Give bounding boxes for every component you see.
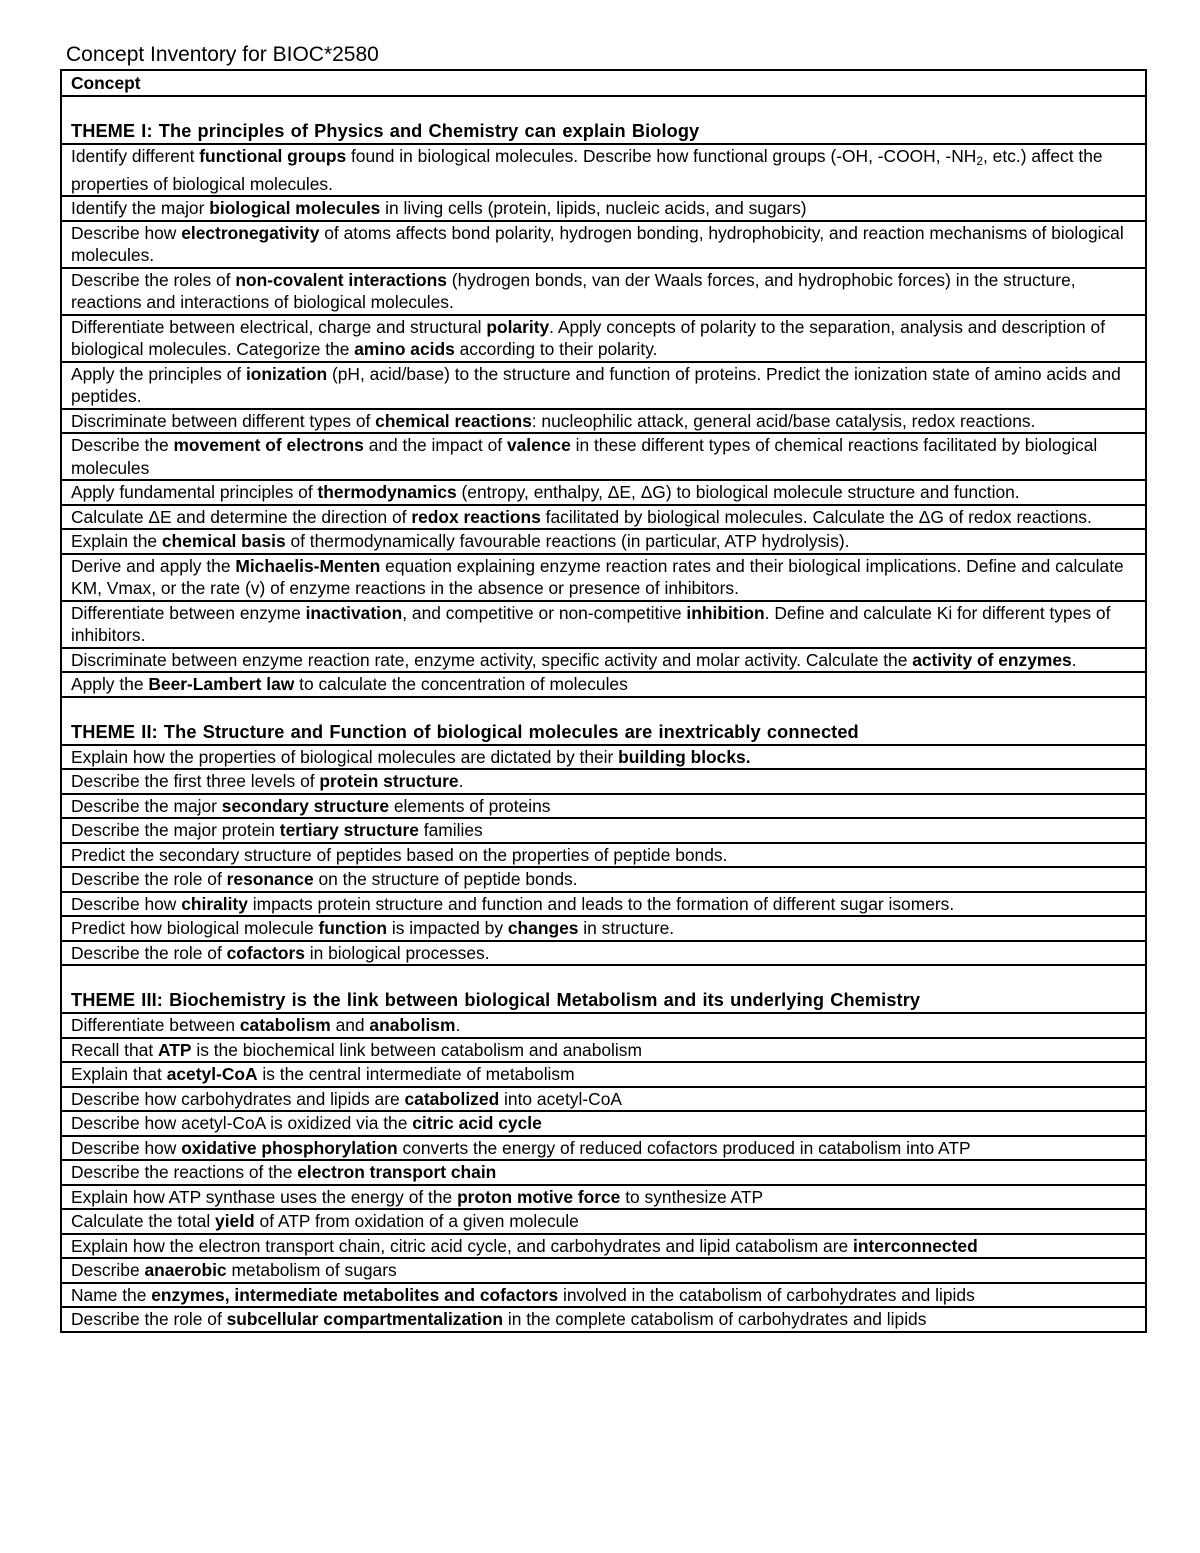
- key-term: proton motive force: [457, 1186, 621, 1207]
- key-term: catabolized: [404, 1088, 500, 1109]
- concept-row: [61, 769, 1146, 794]
- concept-row: [61, 1160, 1146, 1185]
- concept-table: [60, 69, 1147, 1333]
- concept-row: [61, 409, 1146, 434]
- concept-text: Describe the role of: [71, 1309, 227, 1329]
- key-term: redox reactions: [411, 506, 541, 527]
- concept-text: of atoms affects bond polarity, hydrogen bonding, hydrophobicity, and reaction mechanisms of biological molecules.: [71, 222, 1124, 265]
- concept-cell: [61, 1160, 1146, 1185]
- key-term: electron transport chain: [297, 1162, 497, 1182]
- key-term: ATP: [158, 1039, 192, 1060]
- concept-row: [61, 601, 1146, 648]
- concept-text: : nucleophilic attack, general acid/base catalysis, redox reactions.: [531, 410, 1036, 431]
- key-term: enzymes, intermediate metabolites and cofactors: [151, 1284, 559, 1305]
- key-term: amino acids: [354, 339, 455, 359]
- concept-cell: [61, 818, 1146, 843]
- concept-text: Differentiate between: [71, 1015, 240, 1035]
- theme-row: [61, 96, 1146, 144]
- concept-cell: [61, 941, 1146, 966]
- concept-cell: [61, 601, 1146, 648]
- key-term: subcellular compartmentalization: [226, 1309, 504, 1329]
- key-term: citric acid cycle: [412, 1113, 542, 1133]
- concept-text: Identify different: [71, 146, 200, 166]
- concept-text: Explain how ATP synthase uses the energy of the: [71, 1186, 458, 1207]
- concept-text: on the structure of peptide bonds.: [313, 869, 578, 889]
- concept-cell: [61, 648, 1146, 673]
- concept-cell: [61, 480, 1146, 505]
- concept-text: Explain how the electron transport chain, citric acid cycle, and carbohydrates and lipid catabolism are: [71, 1235, 854, 1256]
- concept-text: in structure.: [578, 918, 675, 938]
- concept-row: [61, 1136, 1146, 1161]
- key-term: functional groups: [199, 146, 347, 166]
- table-header-row: [61, 70, 1146, 96]
- concept-text: . Apply concepts of polarity to the separation, analysis and description of biological molecules. Categorize the: [71, 316, 1106, 359]
- concept-cell: [61, 745, 1146, 770]
- concept-text: Derive and apply the: [71, 555, 236, 576]
- concept-cell: [61, 1307, 1146, 1332]
- concept-cell: [61, 916, 1146, 941]
- key-term: interconnected: [853, 1235, 978, 1256]
- concept-row: [61, 648, 1146, 673]
- concept-text: Describe the roles of: [71, 269, 236, 290]
- key-term: anabolism: [369, 1015, 456, 1035]
- key-term: chemical reactions: [375, 410, 532, 431]
- theme-row: [61, 697, 1146, 745]
- key-term: ionization: [245, 363, 328, 384]
- concept-text: , and competitive or non-competitive: [402, 602, 687, 623]
- concept-text: Describe the role of: [71, 942, 227, 963]
- key-term: polarity: [486, 316, 550, 337]
- key-term: changes: [507, 918, 579, 938]
- concept-row: [61, 480, 1146, 505]
- concept-text: impacts protein structure and function and leads to the formation of different sugar isomers.: [247, 893, 955, 914]
- concept-cell: [61, 794, 1146, 819]
- concept-row: [61, 362, 1146, 409]
- concept-text: .: [1071, 649, 1077, 670]
- concept-row: [61, 892, 1146, 917]
- concept-cell: [61, 1062, 1146, 1087]
- concept-text: to synthesize ATP: [620, 1186, 764, 1207]
- key-term: protein structure: [319, 771, 459, 791]
- concept-text: metabolism of sugars: [226, 1260, 397, 1280]
- concept-row: [61, 745, 1146, 770]
- concept-cell: [61, 196, 1146, 221]
- concept-cell: [61, 1038, 1146, 1063]
- concept-row: [61, 505, 1146, 530]
- concept-table-body: [61, 70, 1146, 1332]
- concept-text: in living cells (protein, lipids, nucleic acids, and sugars): [380, 198, 807, 218]
- concept-text: .: [458, 771, 464, 791]
- key-term: non-covalent interactions: [235, 269, 447, 290]
- concept-text: involved in the catabolism of carbohydrates and lipids: [558, 1284, 975, 1305]
- concept-text: Predict the secondary structure of peptides based on the properties of peptide bonds.: [71, 844, 728, 865]
- concept-text: Calculate the total: [71, 1211, 216, 1231]
- concept-row: [61, 1111, 1146, 1136]
- concept-row: [61, 1038, 1146, 1063]
- concept-cell: [61, 221, 1146, 268]
- concept-row: [61, 941, 1146, 966]
- theme-heading-text: THEME II: The Structure and Function of biological molecules are inextricably connected: [71, 721, 859, 742]
- concept-row: [61, 315, 1146, 362]
- concept-cell: [61, 892, 1146, 917]
- concept-cell: [61, 554, 1146, 601]
- concept-text: Describe the major protein: [71, 820, 280, 840]
- concept-text: Describe how acetyl-CoA is oxidized via the: [71, 1113, 413, 1133]
- key-term: oxidative phosphorylation: [181, 1137, 398, 1158]
- key-term: activity of enzymes: [912, 649, 1072, 670]
- concept-row: [61, 268, 1146, 315]
- concept-text: Describe: [71, 1260, 145, 1280]
- concept-text: Describe the role of: [71, 869, 227, 889]
- concept-cell: [61, 433, 1146, 480]
- key-term: building blocks.: [618, 746, 751, 767]
- concept-row: [61, 1307, 1146, 1332]
- concept-text: Describe the major: [71, 795, 222, 816]
- concept-row: [61, 433, 1146, 480]
- concept-row: [61, 867, 1146, 892]
- concept-text: in the complete catabolism of carbohydrates and lipids: [503, 1309, 927, 1329]
- concept-row: [61, 672, 1146, 697]
- concept-cell: [61, 529, 1146, 554]
- concept-row: [61, 1013, 1146, 1038]
- concept-text: in these different types of chemical reactions facilitated by biological molecules: [71, 435, 1098, 478]
- concept-cell: [61, 1013, 1146, 1038]
- concept-cell: [61, 1258, 1146, 1283]
- concept-text: Describe the first three levels of: [71, 771, 320, 791]
- concept-cell: [61, 1087, 1146, 1112]
- concept-text: Describe how: [71, 893, 182, 914]
- subscript-text: 2: [976, 154, 983, 168]
- concept-row: [61, 1283, 1146, 1308]
- concept-text: .: [455, 1015, 461, 1035]
- concept-text: and the impact of: [363, 435, 507, 455]
- concept-cell: [61, 1283, 1146, 1308]
- key-term: cofactors: [226, 942, 305, 963]
- key-term: function: [318, 918, 388, 938]
- concept-row: [61, 818, 1146, 843]
- concept-row: [61, 1234, 1146, 1259]
- concept-text: of ATP from oxidation of a given molecule: [254, 1211, 579, 1231]
- key-term: tertiary structure: [279, 820, 419, 840]
- key-term: thermodynamics: [317, 482, 457, 502]
- concept-cell: [61, 315, 1146, 362]
- concept-cell: [61, 843, 1146, 868]
- key-term: movement of electrons: [173, 435, 364, 455]
- key-term: biological molecules: [209, 198, 381, 218]
- key-term: chirality: [181, 893, 248, 914]
- concept-row: [61, 221, 1146, 268]
- concept-text: Explain that: [71, 1064, 167, 1084]
- concept-text: Explain the: [71, 531, 162, 551]
- concept-text: Discriminate between different types of: [71, 410, 376, 431]
- concept-row: [61, 916, 1146, 941]
- concept-text: Describe the: [71, 435, 174, 455]
- concept-text: Discriminate between enzyme reaction rate, enzyme activity, specific activity and molar activity. Calculate the: [71, 649, 913, 670]
- concept-text: families: [418, 820, 483, 840]
- concept-text: is the biochemical link between catabolism and anabolism: [191, 1039, 642, 1060]
- concept-cell: [61, 769, 1146, 794]
- concept-row: [61, 554, 1146, 601]
- concept-text: converts the energy of reduced cofactors produced in catabolism into ATP: [397, 1137, 971, 1158]
- concept-text: Differentiate between electrical, charge and structural: [71, 316, 487, 337]
- concept-row: [61, 1209, 1146, 1234]
- concept-text: (entropy, enthalpy, ΔE, ΔG) to biological molecule structure and function.: [456, 482, 1020, 502]
- key-term: valence: [506, 435, 571, 455]
- concept-text: . Define and calculate Ki for different types of inhibitors.: [71, 602, 1111, 645]
- concept-row: [61, 843, 1146, 868]
- concept-text: Name the: [71, 1284, 152, 1305]
- key-term: Beer-Lambert law: [148, 674, 295, 694]
- concept-cell: [61, 672, 1146, 697]
- key-term: inactivation: [305, 602, 403, 623]
- theme-heading: [61, 697, 1146, 745]
- concept-text: in biological processes.: [304, 942, 490, 963]
- concept-row: [61, 794, 1146, 819]
- document-title: Concept Inventory for BIOC*2580: [66, 43, 379, 66]
- theme-row: [61, 965, 1146, 1013]
- theme-heading: [61, 965, 1146, 1013]
- concept-text: Apply the: [71, 674, 149, 694]
- concept-text: is impacted by: [387, 918, 508, 938]
- concept-row: [61, 1258, 1146, 1283]
- concept-text: is the central intermediate of metabolism: [257, 1064, 575, 1084]
- concept-text: facilitated by biological molecules. Calculate the ΔG of redox reactions.: [540, 506, 1092, 527]
- concept-text: Predict how biological molecule: [71, 918, 319, 938]
- concept-cell: [61, 867, 1146, 892]
- concept-text: Apply fundamental principles of: [71, 482, 318, 502]
- concept-cell: [61, 268, 1146, 315]
- concept-row: [61, 196, 1146, 221]
- concept-text: according to their polarity.: [454, 339, 658, 359]
- concept-text: found in biological molecules. Describe how functional groups (-OH, -COOH, -NH: [346, 146, 977, 166]
- concept-text: Calculate ΔE and determine the direction of: [71, 506, 412, 527]
- concept-text: into acetyl-CoA: [499, 1088, 622, 1109]
- concept-text: equation explaining enzyme reaction rates and their biological implications. Define and calculate KM, Vmax, or the rate (v) of enzyme reactions in the absence or presence of inhibitors.: [71, 555, 1124, 598]
- concept-row: [61, 529, 1146, 554]
- concept-cell: [61, 1209, 1146, 1234]
- concept-text: Differentiate between enzyme: [71, 602, 306, 623]
- concept-text: and: [330, 1015, 370, 1035]
- concept-cell: [61, 505, 1146, 530]
- concept-row: [61, 1062, 1146, 1087]
- concept-text: to calculate the concentration of molecules: [294, 674, 628, 694]
- concept-text: Identify the major: [71, 198, 210, 218]
- concept-row: [61, 1087, 1146, 1112]
- concept-cell: [61, 409, 1146, 434]
- key-term: chemical basis: [161, 531, 286, 551]
- concept-text: Describe the reactions of the: [71, 1162, 298, 1182]
- key-term: electronegativity: [181, 222, 320, 243]
- key-term: secondary structure: [221, 795, 389, 816]
- key-term: anaerobic: [144, 1260, 227, 1280]
- concept-row: [61, 1185, 1146, 1210]
- theme-heading-text: THEME III: Biochemistry is the link between biological Metabolism and its underlying Chemistry: [71, 990, 921, 1010]
- concept-text: (pH, acid/base) to the structure and function of proteins. Predict the ionization state of amino acids and peptides.: [71, 363, 1121, 406]
- concept-cell: [61, 1234, 1146, 1259]
- concept-text: Describe how: [71, 222, 182, 243]
- key-term: catabolism: [239, 1015, 331, 1035]
- concept-text: Describe how: [71, 1137, 182, 1158]
- concept-text: Explain how the properties of biological molecules are dictated by their: [71, 746, 619, 767]
- concept-row: [61, 144, 1146, 196]
- concept-cell: [61, 1136, 1146, 1161]
- concept-text: Apply the principles of: [71, 363, 246, 384]
- concept-text: Describe how carbohydrates and lipids are: [71, 1088, 405, 1109]
- theme-heading-text: THEME I: The principles of Physics and Chemistry can explain Biology: [71, 121, 700, 141]
- concept-cell: [61, 1111, 1146, 1136]
- key-term: inhibition: [686, 602, 765, 623]
- column-header-concept: Concept: [61, 70, 1146, 96]
- concept-text: Recall that: [71, 1039, 158, 1060]
- concept-cell: [61, 144, 1146, 196]
- concept-text: , etc.) affect the properties of biological molecules.: [71, 146, 1103, 194]
- key-term: yield: [215, 1211, 255, 1231]
- concept-text: of thermodynamically favourable reactions (in particular, ATP hydrolysis).: [285, 531, 850, 551]
- concept-cell: [61, 362, 1146, 409]
- concept-text: elements of proteins: [389, 795, 551, 816]
- concept-cell: [61, 1185, 1146, 1210]
- concept-text: (hydrogen bonds, van der Waals forces, and hydrophobic forces) in the structure, reactions and interactions of biological molecules.: [71, 269, 1076, 312]
- key-term: acetyl-CoA: [166, 1064, 258, 1084]
- theme-heading: [61, 96, 1146, 144]
- key-term: Michaelis-Menten: [235, 555, 381, 576]
- key-term: resonance: [226, 869, 314, 889]
